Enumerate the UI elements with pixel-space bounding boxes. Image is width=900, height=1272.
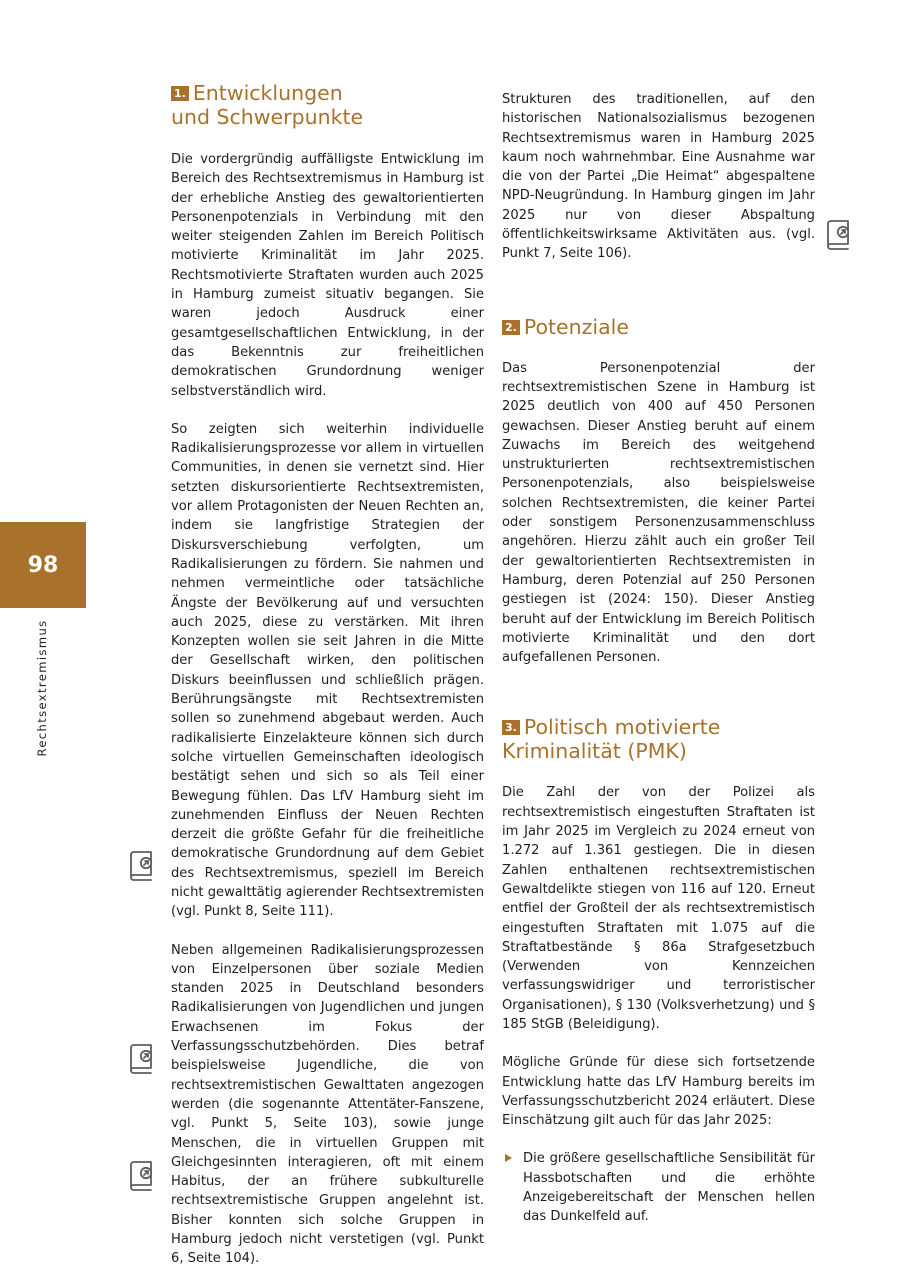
section-1-heading bbox=[171, 81, 484, 129]
section-3-title-line2: Kriminalität (PMK) bbox=[502, 739, 687, 764]
book-reference-icon bbox=[127, 850, 157, 882]
section-2-title: Potenziale bbox=[523, 314, 629, 339]
right-column bbox=[502, 80, 815, 1227]
section-3-title-line1: Politisch motivierte bbox=[523, 715, 721, 740]
bullet-text: Die größere gesellschaftliche Sensibilität für Hassbotschaften und die erhöhte Anzeigebereitschaft der Menschen hellen das Dunkelfeld auf. bbox=[523, 1151, 815, 1225]
bullet-arrow-icon bbox=[505, 1154, 512, 1162]
section-3-heading bbox=[502, 715, 815, 763]
paragraph: Strukturen des traditionellen, auf den historischen Nationalsozialismus bezogenen Rechtsextremismus waren in Hamburg 2025 kaum noch wahrnehmbar. Eine Ausnahme war die von der Partei „Die Heimat“ abgespaltene NPD-Neugründung. In Hamburg gingen im Jahr 2025 nur von dieser Abspaltung öffentlichkeitswirksame Aktivitäten aus. (vgl. Punkt 7, Seite 106). bbox=[502, 92, 815, 262]
section-2-number: 2. bbox=[502, 320, 520, 335]
book-reference-icon bbox=[127, 1160, 157, 1192]
paragraph: Die vordergründig auffälligste Entwicklung im Bereich des Rechtsextremismus in Hamburg ist der erhebliche Anstieg des gewaltorientierten Personenpotenzials in Verbindung mit den weiter steigenden Zahlen im Bereich Politisch motivierte Kriminalität im Jahr 2025. Rechtsmotivierte Straftaten wurden auch 2025 in Hamburg zumeist situativ begangen. Sie waren jedoch Ausdruck einer gesamtgesellschaftlichen Entwicklung, in der das Bekenntnis zur freiheitlichen demokratischen Grundordnung weniger selbstverständlich wird. bbox=[171, 152, 484, 399]
paragraph: Mögliche Gründe für diese sich fortsetzende Entwicklung hatte das LfV Hamburg bereits im Verfassungsschutzbericht 2024 erläutert. Diese Einschätzung gilt auch für das Jahr 2025: bbox=[502, 1055, 815, 1129]
section-1-number: 1. bbox=[171, 86, 189, 101]
paragraph: Das Personenpotenzial der rechtsextremistischen Szene in Hamburg ist 2025 deutlich von 400 auf 450 Personen gewachsen. Dieser Anstieg beruht auf einem Zuwachs im Bereich des weitgehend unstrukturierten rechtsextremistischen Personenpotenzials, also beispielsweise solchen Rechtsextremisten, die keiner Partei oder sonstigem Personenzusammenschluss angehören. Hierzu zählt auch ein großer Teil der gewaltorientierten Rechtsextremisten in Hamburg, deren Potenzial auf 250 Personen gestiegen ist (2024: 150). Dieser Anstieg beruht auf der Entwicklung im Bereich Politisch motivierte Kriminalität und den dort aufgefallenen Personen. bbox=[502, 360, 815, 666]
page-number-tab bbox=[0, 522, 86, 608]
book-reference-icon bbox=[824, 219, 854, 251]
section-1-title-line1: Entwicklungen bbox=[192, 81, 343, 105]
paragraph: Neben allgemeinen Radikalisierungsprozessen von Einzelpersonen über soziale Medien standen 2025 in Deutschland besonders Radikalisierungen von Jugendlichen und jungen Erwachsenen im Fokus der Verfassungsschutzbehörden. Dies betraf beispielsweise Jugendliche, die von rechtsextremistischen Gewalttaten angezogen werden (die sogenannte Attentäter-Fanszene, vgl. Punkt 5, Seite 103), sowie junge Menschen, die in virtuellen Gruppen mit Gleichgesinnten interagieren, oft mit einem Habitus, der an frühere subkulturelle rechtsextremistische Gruppen angelehnt ist. Bisher konnten sich solche Gruppen in Hamburg jedoch nicht verstetigen (vgl. Punkt 6, Seite 104). bbox=[171, 942, 484, 1267]
left-column bbox=[171, 80, 484, 1269]
bullet-item bbox=[502, 1149, 815, 1226]
page-number: 98 bbox=[27, 552, 59, 578]
section-side-label: Rechtsextremismus bbox=[35, 619, 49, 757]
book-reference-icon bbox=[127, 1043, 157, 1075]
paragraph: Die Zahl der von der Polizei als rechtsextremistisch eingestuften Straftaten ist im Jahr 2025 im Vergleich zu 2024 erneut von 1.272 auf 1.361 gestiegen. Die in diesen Zahlen enthaltenen rechtsextremistischen Gewaltdelikte stiegen von 116 auf 120. Erneut entfiel der Großteil der als rechtsextremistisch eingestuften Straftaten mit 1.075 auf die Straftatbestände § 86a Strafgesetzbuch (Verwenden von Kennzeichen verfassungswidriger und terroristischer Organisationen), § 130 (Volksverhetzung) und § 185 StGB (Beleidigung). bbox=[502, 785, 815, 1032]
section-3-number: 3. bbox=[502, 720, 520, 735]
section-1-title-line2: und Schwerpunkte bbox=[171, 105, 364, 129]
paragraph: So zeigten sich weiterhin individuelle Radikalisierungsprozesse vor allem in virtuellen Communities, in denen sie vernetzt sind. Hier setzten diskursorientierte Rechtsextremisten, vor allem Protagonisten der Neuen Rechten an, indem sie langfristige Strategien der Diskursverschiebung verfolgten, um Radikalisierungen zu fördern. Sie nahmen und nehmen vermeintliche oder tatsächliche Ängste der Bevölkerung auf und versuchten auch 2025, diese zu verstärken. Mit ihren Konzepten wollen sie seit Jahren in die Mitte der Gesellschaft wirken, den politischen Diskurs beeinflussen und schließlich prägen. Berührungsängste mit Rechtsextremisten sollen so zunehmend abgebaut werden. Auch radikalisierte Einzelakteure können sich durch solche virtuellen Gemeinschaften ideologisch bestätigt sehen und sich so als Teil einer Bewegung fühlen. Das LfV Hamburg sieht im zunehmenden Einfluss der Neuen Rechten derzeit die größte Gefahr für die freiheitliche demokratische Grundordnung auf dem Gebiet des Rechtsextremismus, speziell im Bereich nicht gewalttätig agierender Rechtsextremisten (vgl. Punkt 8, Seite 111). bbox=[171, 421, 484, 920]
section-2-heading bbox=[502, 315, 815, 339]
